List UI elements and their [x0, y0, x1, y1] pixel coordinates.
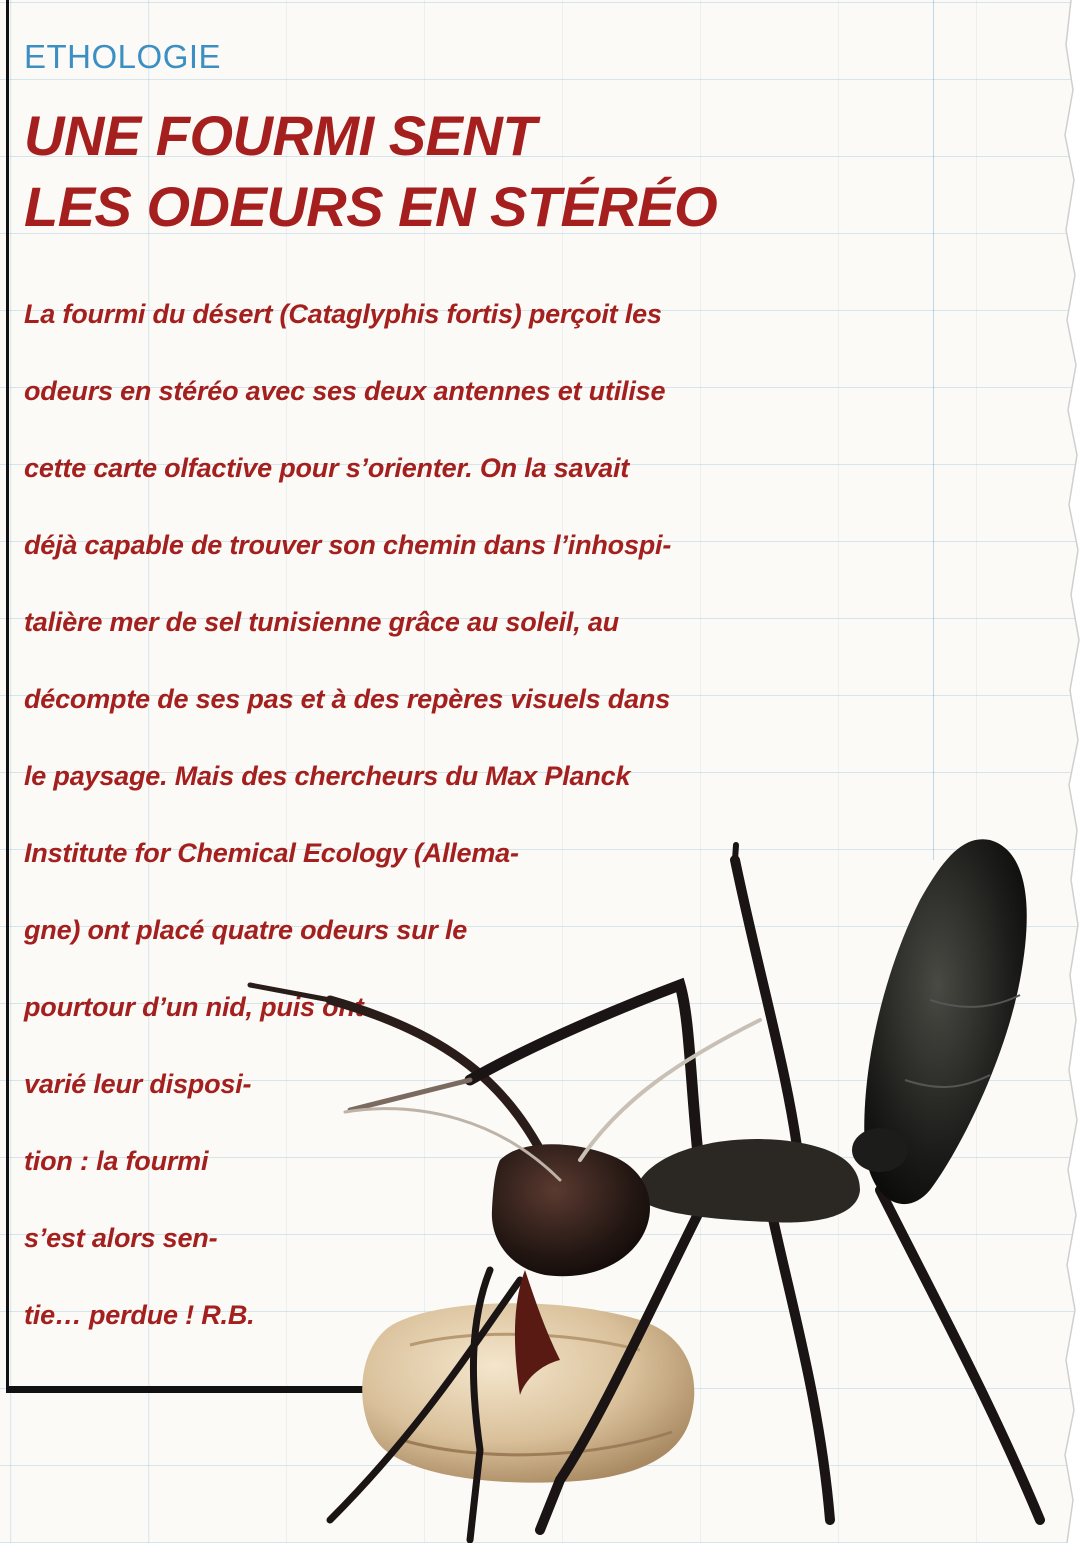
- body-line: le paysage. Mais des chercheurs du Max Planck: [24, 761, 631, 791]
- body-line: pourtour d’un nid, puis ont: [24, 992, 364, 1022]
- section-kicker: ETHOLOGIE: [24, 38, 222, 75]
- body-line: cette carte olfactive pour s’orienter. On la savait: [24, 453, 630, 483]
- headline-line: LES ODEURS EN STÉRÉO: [24, 175, 718, 238]
- body-line: tie… perdue ! R.B.: [24, 1300, 255, 1330]
- body-line: tion : la fourmi: [24, 1146, 209, 1176]
- ant-thorax: [640, 1139, 860, 1222]
- body-line: varié leur disposi-: [24, 1069, 252, 1099]
- headline-line: UNE FOURMI SENT: [24, 104, 537, 167]
- body-line: déjà capable de trouver son chemin dans l’inhospi-: [24, 530, 672, 560]
- ant-petiole: [852, 1128, 908, 1172]
- body-line: s’est alors sen-: [24, 1223, 218, 1253]
- body-line: Institute for Chemical Ecology (Allema-: [24, 838, 519, 868]
- body-line: La fourmi du désert (Cataglyphis fortis) perçoit les: [24, 299, 662, 329]
- ant-head: [492, 1144, 650, 1276]
- body-line: odeurs en stéréo avec ses deux antennes et utilise: [24, 376, 666, 406]
- body-line: gne) ont placé quatre odeurs sur le: [24, 915, 468, 945]
- body-line: talière mer de sel tunisienne grâce au soleil, au: [24, 607, 619, 637]
- body-line: décompte de ses pas et à des repères visuels dans: [24, 684, 671, 714]
